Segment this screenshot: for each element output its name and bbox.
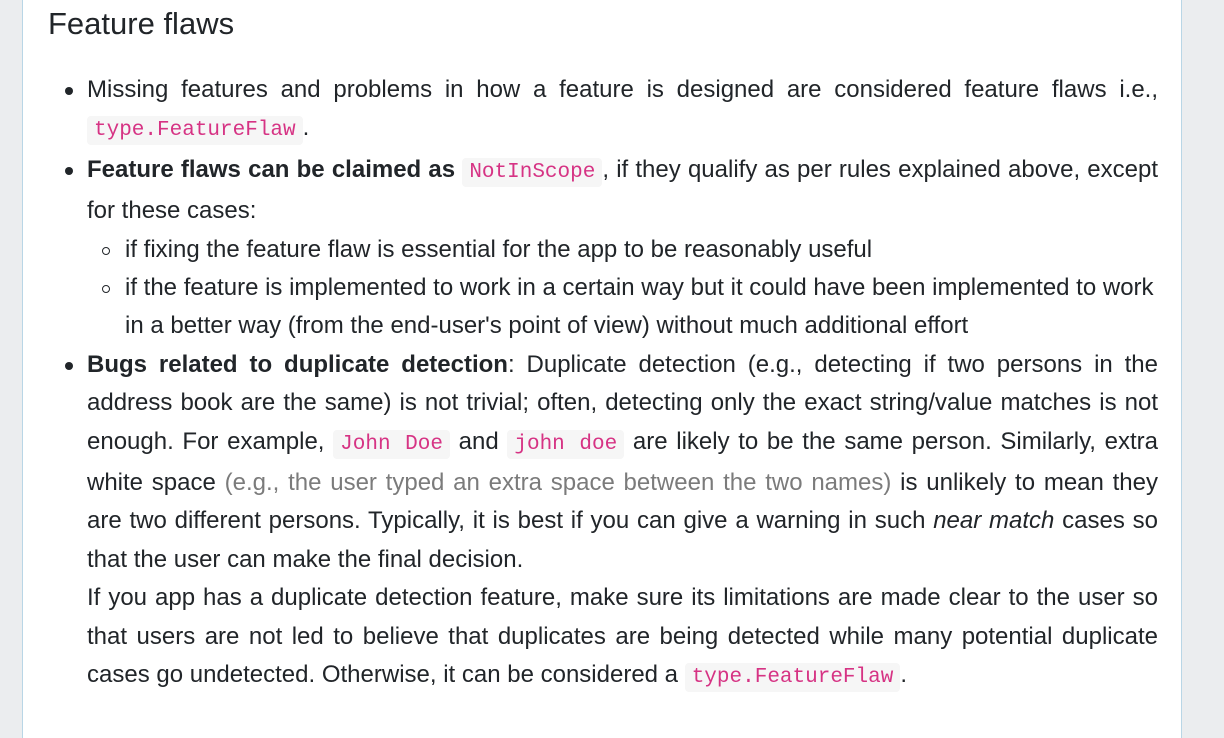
claimed-text: , if they qualify as per rules explained above, except for these cases: bbox=[87, 155, 1159, 225]
feature-flaw-code: type.FeatureFlaw bbox=[87, 116, 303, 145]
missing-features-text: Missing features and problems in how a feature is designed are considered feature flaws i.e., bbox=[87, 76, 1158, 103]
duplicate-limitations-paragraph bbox=[87, 579, 1158, 697]
exception-item: if fixing the feature flaw is essential for the app to be reasonably useful bbox=[125, 231, 1158, 269]
content-panel bbox=[22, 0, 1182, 738]
near-match-emphasis: near match bbox=[933, 507, 1055, 535]
feature-flaw-code-2: type.FeatureFlaw bbox=[685, 663, 901, 692]
exception-list bbox=[87, 231, 1158, 346]
muted-example-text: (e.g., the user typed an extra space between the two names) bbox=[224, 469, 892, 497]
section-body bbox=[87, 71, 1158, 698]
duplicate-text-3: is unlikely to mean they are two different persons. Typically, it is best if you can give a warning in such bbox=[87, 469, 1159, 535]
duplicate-text-2: are likely to be the same person. Similarly, extra white space bbox=[87, 427, 1158, 497]
duplicate-text-4: cases so that the user can make the final decision. bbox=[87, 507, 1158, 573]
duplicate-bold-text: Bugs related to duplicate detection bbox=[87, 350, 508, 378]
duplicate-text-1: : Duplicate detection (e.g., detecting if two persons in the address book are the same) is not trivial; often, detecting only the exact string/value matches is not enough. For example, bbox=[87, 350, 1159, 455]
duplicate-para-2: If you app has a duplicate detection feature, make sure its limitations are made clear to the user so that users are not led to believe that duplicates are being detected while many potential duplicate cases go undetected. Otherwise, it can be considered a bbox=[87, 584, 1158, 689]
feature-flaw-rules-list bbox=[87, 71, 1158, 698]
john-doe-lower-code: john doe bbox=[507, 430, 624, 459]
period-2: . bbox=[900, 661, 908, 689]
claimed-bold-text: Feature flaws can be claimed as bbox=[87, 155, 456, 183]
list-item-claimed-not-in-scope bbox=[87, 151, 1158, 346]
list-item-duplicate-detection bbox=[87, 346, 1158, 698]
and-text: and bbox=[458, 427, 499, 455]
list-item-missing-features bbox=[87, 71, 1158, 151]
john-doe-code: John Doe bbox=[333, 430, 450, 459]
period: . bbox=[302, 114, 310, 142]
not-in-scope-code: NotInScope bbox=[462, 158, 602, 187]
exception-item: if the feature is implemented to work in a certain way but it could have been implemented to work in a better way (from the end-user's point of view) without much additional effort bbox=[125, 269, 1158, 346]
section-heading: Feature flaws bbox=[48, 6, 235, 41]
